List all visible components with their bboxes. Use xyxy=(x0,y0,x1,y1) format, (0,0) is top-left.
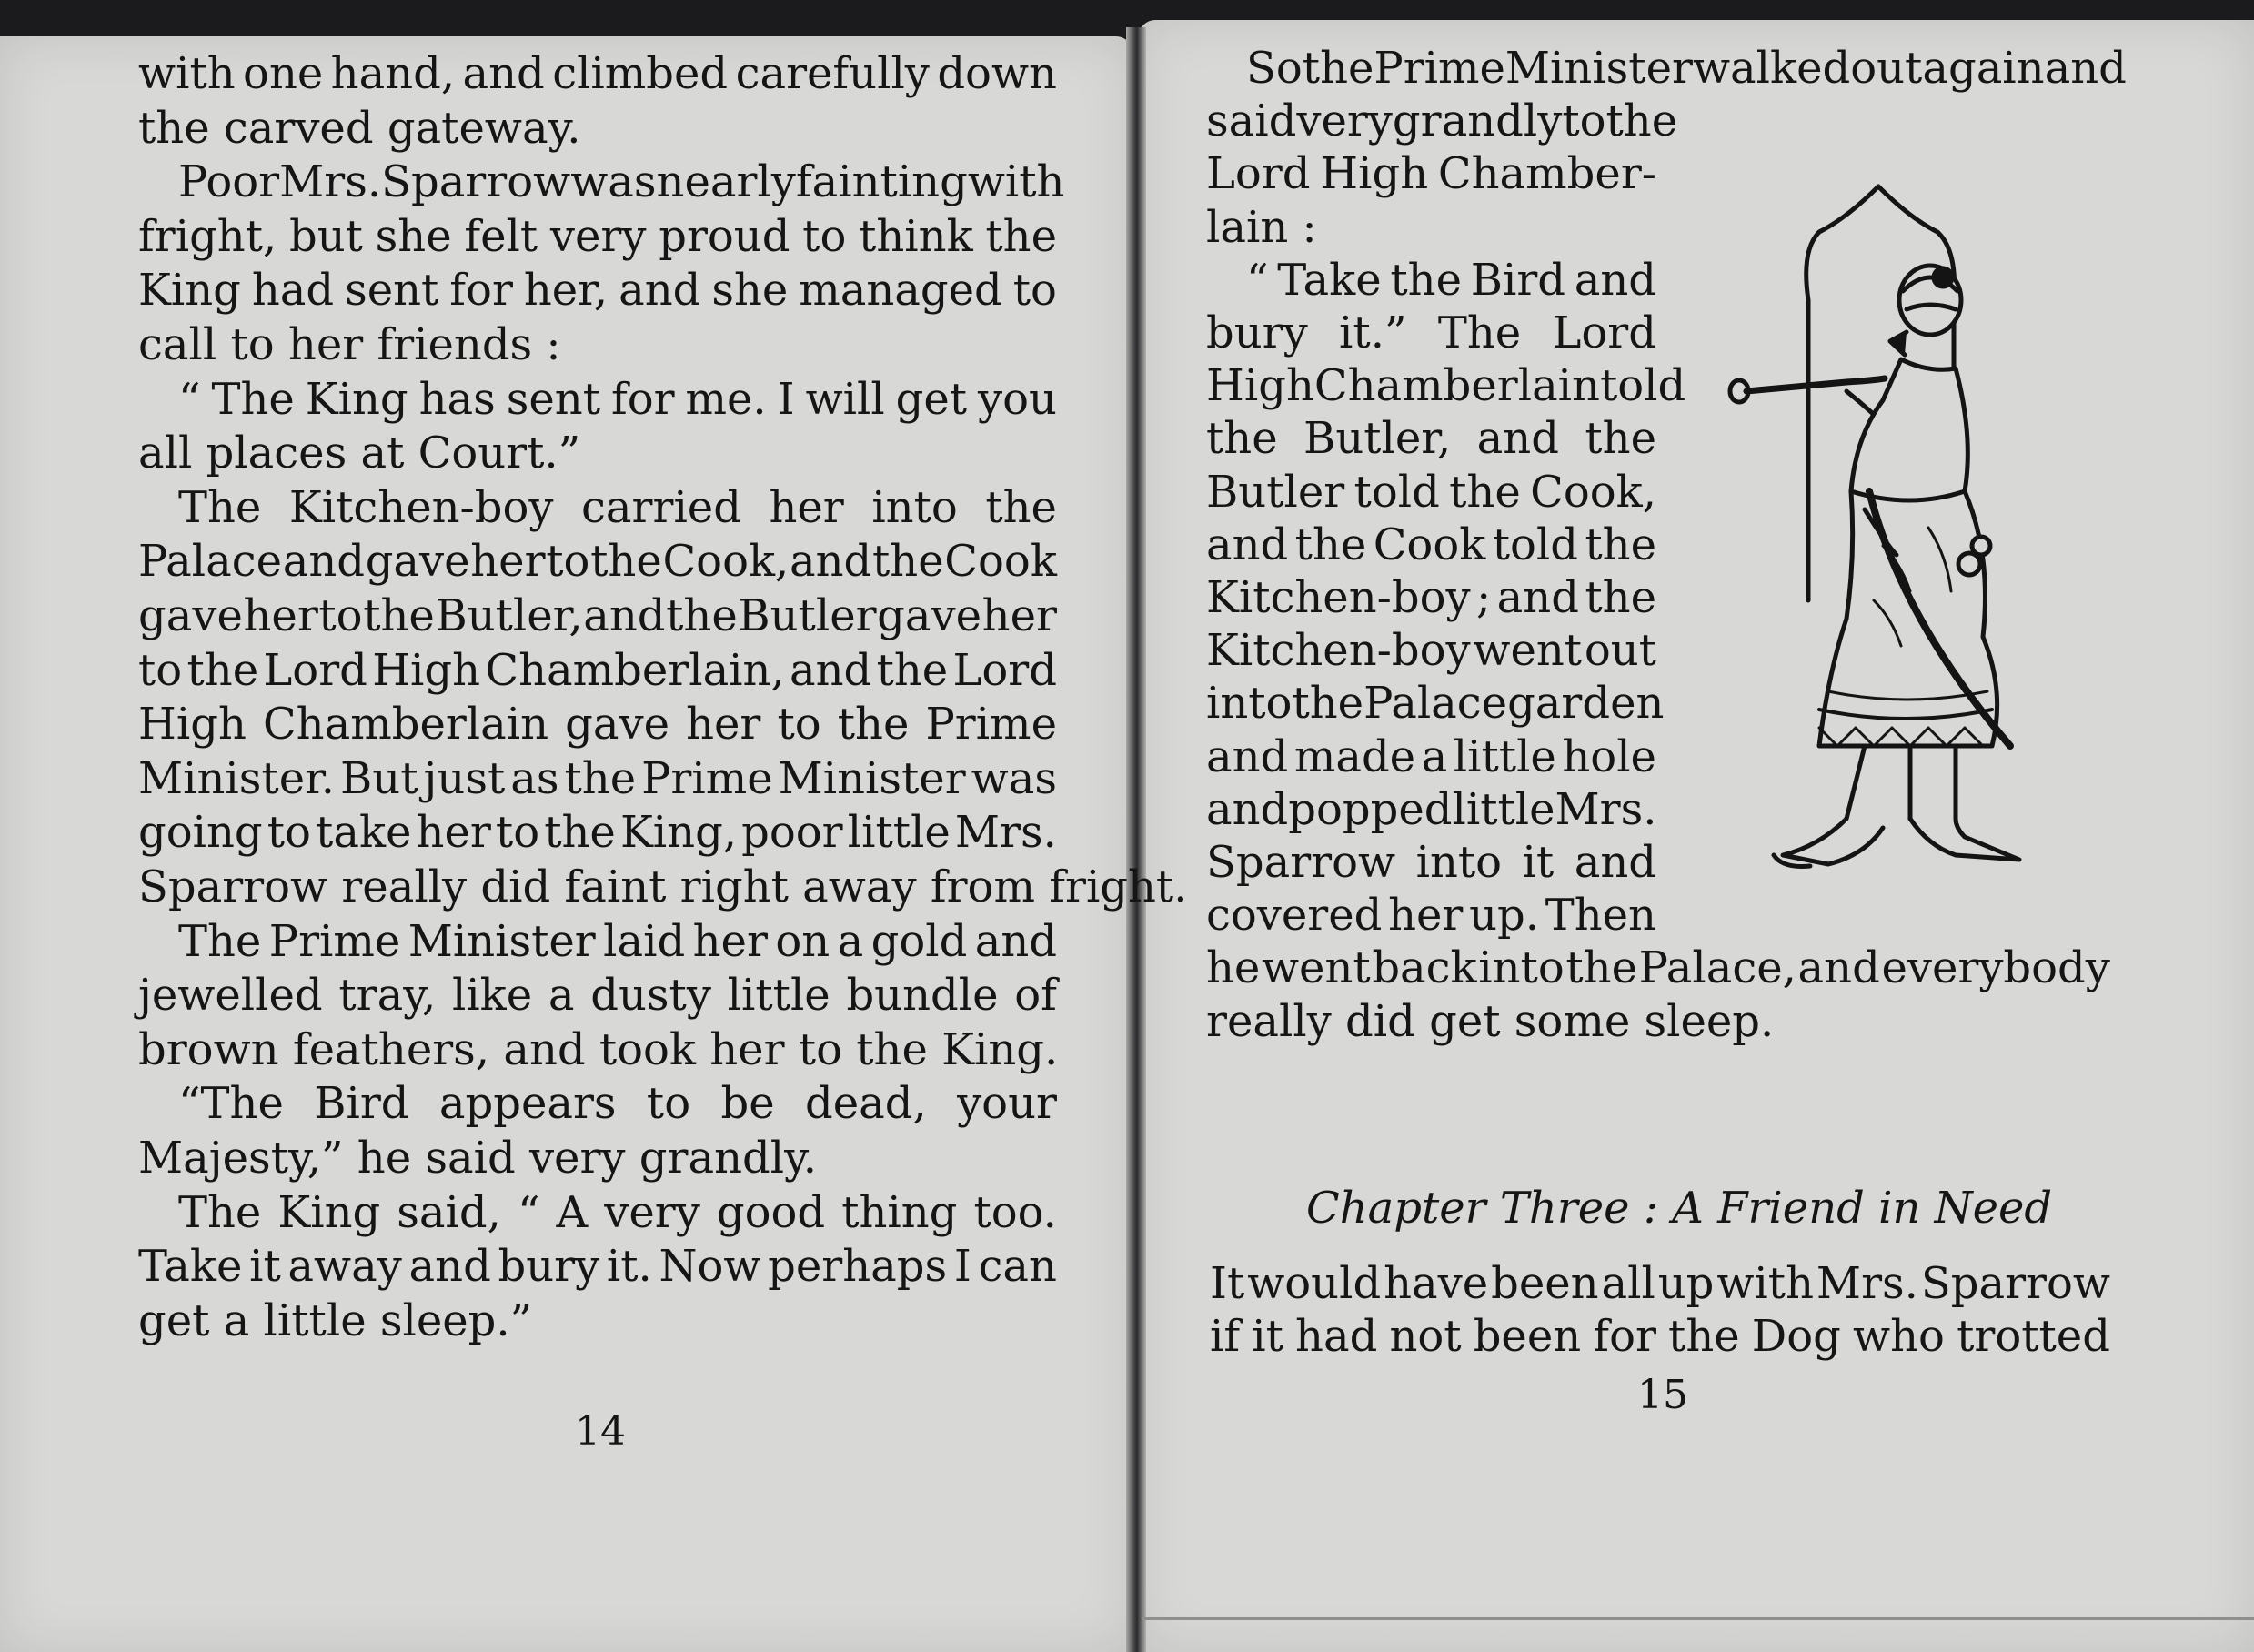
text-line: get a little sleep.” xyxy=(138,1294,533,1346)
text-line: lain : xyxy=(1206,201,1317,253)
text-line: Majesty,” he said very grandly. xyxy=(138,1133,818,1184)
text-line: The Kitchen-boy carried her into the xyxy=(178,481,1057,533)
text-line: Take it away and bury it. Now perhaps I can xyxy=(138,1241,1057,1293)
text-line: Butler told the Cook, xyxy=(1206,466,1656,518)
prime-minister-illustration xyxy=(1692,164,2092,964)
text-line: covered her up. Then xyxy=(1206,890,1656,942)
text-line: It would have been all up with Mrs. Sparrow xyxy=(1210,1258,2110,1309)
text-line: gave her to the Butler, and the Butler gave her xyxy=(138,590,1057,641)
text-line: Poor Mrs. Sparrow was nearly fainting with xyxy=(178,156,1065,208)
page-number-left: 14 xyxy=(575,1408,626,1455)
text-line: the Butler, and the xyxy=(1206,413,1656,465)
text-line: So the Prime Minister walked out again and xyxy=(1246,43,2127,94)
text-line: The Prime Minister laid her on a gold and xyxy=(178,915,1057,967)
text-line: bury it.” The Lord xyxy=(1206,307,1656,358)
text-line: really did get some sleep. xyxy=(1206,995,1775,1047)
text-line: going to take her to the King, poor little Mrs. xyxy=(138,807,1057,859)
text-line: with one hand, and climbed carefully down xyxy=(138,48,1057,99)
text-line: King had sent for her, and she managed to xyxy=(138,265,1057,317)
text-line: and popped little Mrs. xyxy=(1206,783,1657,835)
text-line: Lord High Chamber- xyxy=(1206,148,1656,200)
text-line: Kitchen-boy went out xyxy=(1206,625,1656,677)
text-line: jewelled tray, like a dusty little bundle of xyxy=(138,970,1057,1022)
text-line: if it had not been for the Dog who trotted xyxy=(1210,1311,2110,1362)
text-line: said very grandly to the xyxy=(1206,96,1678,147)
book-gutter xyxy=(1126,27,1146,1652)
chapter-heading: Chapter Three : A Friend in Need xyxy=(1306,1183,2053,1234)
text-line: Sparrow into it and xyxy=(1206,837,1656,888)
text-line: he went back into the Palace, and everybody xyxy=(1206,942,2110,994)
text-line: fright, but she felt very proud to think the xyxy=(138,210,1057,262)
text-line: and made a little hole xyxy=(1206,730,1656,782)
text-line: Sparrow really did faint right away from fright. xyxy=(138,861,1188,912)
text-line: Kitchen-boy ; and the xyxy=(1206,572,1656,623)
text-line: the carved gateway. xyxy=(138,102,581,154)
page-number-right: 15 xyxy=(1637,1372,1688,1418)
text-line: “ The King has sent for me. I will get you xyxy=(178,373,1057,425)
text-line: to the Lord High Chamberlain, and the Lord xyxy=(138,644,1057,696)
text-line: Minister. But just as the Prime Minister was xyxy=(138,752,1057,804)
text-line: The King said, “ A very good thing too. xyxy=(178,1186,1057,1238)
text-line: into the Palace garden xyxy=(1206,678,1665,730)
text-line: all places at Court.” xyxy=(138,428,581,479)
page-bottom-edge xyxy=(1142,1617,2254,1620)
text-line: and the Cook told the xyxy=(1206,519,1656,570)
text-line: call to her friends : xyxy=(138,319,561,370)
text-line: “ Take the Bird and xyxy=(1246,254,1656,306)
text-line: Palace and gave her to the Cook, and the Cook xyxy=(138,536,1057,588)
text-line: High Chamberlain told xyxy=(1206,360,1686,412)
text-line: High Chamberlain gave her to the Prime xyxy=(138,699,1057,750)
text-line: brown feathers, and took her to the King. xyxy=(138,1023,1059,1075)
text-line: “The Bird appears to be dead, your xyxy=(178,1078,1057,1130)
